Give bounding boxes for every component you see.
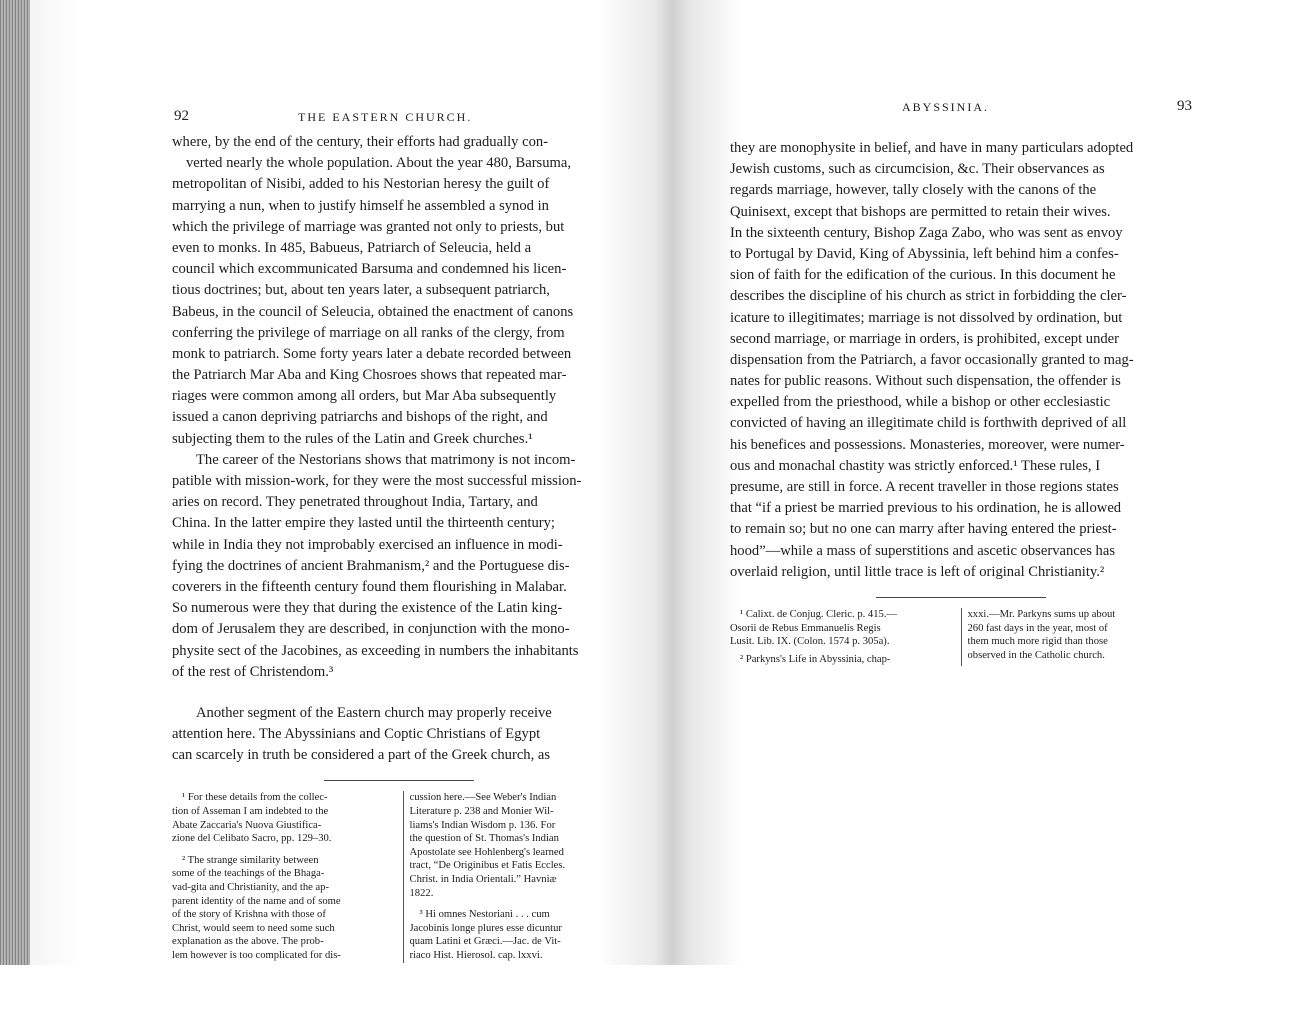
body-line: metropolitan of Nisibi, added to his Nestorian heresy the guilt of: [172, 176, 550, 193]
body-line: convicted of having an illegitimate child is forthwith deprived of all: [730, 415, 1127, 432]
body-line: describes the discipline of his church as strict in forbidding the cler-: [730, 288, 1127, 305]
left-body-text: [172, 132, 634, 766]
footnote-line: Apostolate see Hohlenberg's learned: [409, 846, 564, 858]
body-line: presume, are still in force. A recent traveller in those regions states: [730, 479, 1119, 495]
body-line: fying the doctrines of ancient Brahmanism,² and the Portuguese dis-: [172, 557, 570, 574]
body-line: subjecting them to the rules of the Latin and Greek churches.¹: [172, 430, 533, 447]
footnote-line: Christ. in India Orientali.” Havniæ: [409, 874, 557, 885]
footnote-line: ² Parkyns's Life in Abyssinia, chap-: [740, 653, 891, 665]
body-line: of the rest of Christendom.³: [172, 663, 334, 680]
body-line: attention here. The Abyssinians and Coptic Christians of Egypt: [172, 726, 541, 743]
footnote-line: tion of Asseman I am indebted to the: [172, 806, 329, 818]
footnote-line: Christ, would seem to need some such: [172, 922, 335, 934]
footnote-line: riaco Hist. Hierosol. cap. lxxvi.: [409, 949, 543, 961]
footnote-line: quam Latini et Græci.—Jac. de Vit-: [409, 936, 561, 948]
footnote-line: them much more rigid than those: [967, 636, 1108, 648]
footnote-line: cussion here.—See Weber's Indian: [409, 792, 557, 804]
right-running-title: ABYSSINIA.: [902, 100, 990, 114]
left-footnote-rule: [324, 780, 474, 781]
body-line: sion of faith for the edification of the curious. In this document he: [730, 267, 1116, 284]
body-line: In the sixteenth century, Bishop Zaga Zabo, who was sent as envoy: [730, 224, 1123, 241]
bottom-band: [0, 965, 1300, 1036]
body-line: The career of the Nestorians shows that matrimony is not incom-: [196, 451, 576, 468]
left-footnotes: [172, 791, 634, 962]
body-line: even to monks. In 485, Babueus, Patriarch of Seleucia, held a: [172, 239, 532, 256]
body-line: second marriage, or marriage in orders, is prohibited, except under: [730, 330, 1120, 347]
footnote-line: Abate Zaccaria's Nuova Giustifica-: [172, 819, 322, 831]
body-line: icature to illegitimates; marriage is not dissolved by ordination, but: [730, 309, 1123, 326]
right-footnotes-col1: [730, 608, 961, 666]
body-line: to Portugal by David, King of Abyssinia, left behind him a confes-: [730, 245, 1119, 262]
footnote-line: parent identity of the name and of some: [172, 895, 341, 907]
left-footnotes-col2: [403, 791, 635, 962]
page-edges: [0, 0, 30, 965]
right-page-number: 93: [1177, 98, 1192, 114]
footnote-line: tract, “De Originibus et Fatis Eccles.: [409, 860, 566, 872]
footnote-line: vad-gita and Christianity, and the ap-: [172, 882, 329, 893]
right-footnotes: [730, 608, 1192, 666]
left-running-title: THE EASTERN CHURCH.: [298, 110, 473, 124]
body-line: Another segment of the Eastern church may properly receive: [196, 704, 552, 721]
footnote-line: of the story of Krishna with those of: [172, 909, 326, 921]
body-line: physite sect of the Jacobines, as exceeding in numbers the inhabitants: [172, 642, 579, 659]
body-line: Jewish customs, such as circumcision, &c. Their observances as: [730, 161, 1105, 178]
right-body-text: [730, 138, 1192, 583]
left-page: [172, 108, 634, 963]
left-footnotes-col1: [172, 791, 403, 962]
footnote-line: the question of St. Thomas's Indian: [409, 833, 559, 845]
body-line: that “if a priest be married previous to his ordination, he is allowed: [730, 500, 1122, 517]
right-footnote-rule: [876, 597, 1046, 598]
body-line: tious doctrines; but, about ten years later, a subsequent patriarch,: [172, 282, 550, 299]
footnote-line: observed in the Catholic church.: [967, 649, 1105, 661]
footnote-line: 1822.: [409, 887, 434, 899]
body-line: conferring the privilege of marriage on all ranks of the clergy, from: [172, 324, 565, 341]
footnote-line: lem however is too complicated for dis-: [172, 949, 341, 961]
left-page-number: 92: [174, 108, 189, 124]
footnote-line: ¹ Calixt. de Conjug. Cleric. p. 415.—: [740, 608, 898, 620]
body-line: hood”—while a mass of superstitions and ascetic observances has: [730, 542, 1116, 559]
body-line: China. In the latter empire they lasted until the thirteenth century;: [172, 515, 555, 532]
body-line: patible with mission-work, for they were the most successful mission-: [172, 473, 582, 489]
footnote-line: liams's Indian Wisdom p. 136. For: [409, 819, 556, 831]
body-line: regards marriage, however, tally closely with the canons of the: [730, 182, 1097, 199]
body-line: his benefices and possessions. Monasteries, moreover, were numer-: [730, 436, 1125, 453]
body-line: overlaid religion, until little trace is left of original Christianity.²: [730, 563, 1105, 580]
body-line: council which excommunicated Barsuma and condemned his licen-: [172, 261, 567, 278]
left-running-head: [172, 108, 634, 132]
body-line: aries on record. They penetrated throughout India, Tartary, and: [172, 494, 538, 511]
footnote-line: Lusit. Lib. IX. (Colon. 1574 p. 305a).: [730, 636, 890, 648]
footnote-line: ¹ For these details from the collec-: [182, 792, 328, 804]
body-line: issued a canon depriving patriarchs and bishops of the right, and: [172, 409, 548, 426]
body-line: which the privilege of marriage was granted not only to priests, but: [172, 218, 565, 235]
body-line: marrying a nun, when to justify himself he assembled a synod in: [172, 197, 549, 214]
body-line: expelled from the priesthood, while a bishop or other ecclesiastic: [730, 394, 1111, 411]
footnote-line: some of the teachings of the Bhaga-: [172, 868, 325, 880]
body-line: riages were common among all orders, but Mar Aba subsequently: [172, 388, 557, 405]
body-line: dom of Jerusalem they are described, in conjunction with the mono-: [172, 621, 570, 638]
footnote-line: Jacobinis longe plures esse dicuntur: [409, 922, 562, 934]
footnote-line: xxxi.—Mr. Parkyns sums up about: [967, 608, 1116, 620]
footnote-line: ³ Hi omnes Nestoriani . . . cum: [419, 909, 550, 921]
body-line: while in India they not improbably exercised an influence in modi-: [172, 536, 563, 553]
body-line: Quinisext, except that bishops are permitted to retain their wives.: [730, 203, 1111, 220]
right-running-head: [730, 98, 1192, 122]
footnote-line: 260 fast days in the year, most of: [967, 622, 1108, 634]
body-line: the Patriarch Mar Aba and King Chosroes shows that repeated mar-: [172, 367, 567, 384]
body-line: So numerous were they that during the existence of the Latin king-: [172, 600, 563, 617]
body-line: Babeus, in the council of Seleucia, obtained the enactment of canons: [172, 303, 574, 320]
body-line: verted nearly the whole population. About the year 480, Barsuma,: [186, 155, 572, 172]
body-line: ous and monachal chastity was strictly enforced.¹ These rules, I: [730, 457, 1101, 474]
body-line: can scarcely in truth be considered a part of the Greek church, as: [172, 747, 551, 764]
right-footnotes-col2: [961, 608, 1193, 666]
body-line: they are monophysite in belief, and have in many particulars adopted: [730, 140, 1134, 156]
footnote-line: ² The strange similarity between: [182, 854, 319, 866]
body-line: coverers in the fifteenth century found them flourishing in Malabar.: [172, 578, 567, 595]
footnote-line: zione del Celibato Sacro, pp. 129–30.: [172, 833, 332, 845]
body-line: nates for public reasons. Without such dispensation, the offender is: [730, 373, 1121, 390]
body-line: dispensation from the Patriarch, a favor occasionally granted to mag-: [730, 351, 1134, 368]
body-line: to remain so; but no one can marry after having entered the priest-: [730, 521, 1117, 538]
footnote-line: explanation as the above. The prob-: [172, 936, 324, 948]
body-line: monk to patriarch. Some forty years later a debate recorded between: [172, 345, 572, 362]
footnote-line: Osorii de Rebus Emmanuelis Regis: [730, 622, 881, 634]
body-line: where, by the end of the century, their efforts had gradually con-: [172, 134, 549, 150]
footnote-line: Literature p. 238 and Monier Wil-: [409, 806, 554, 818]
right-page: [730, 98, 1192, 666]
